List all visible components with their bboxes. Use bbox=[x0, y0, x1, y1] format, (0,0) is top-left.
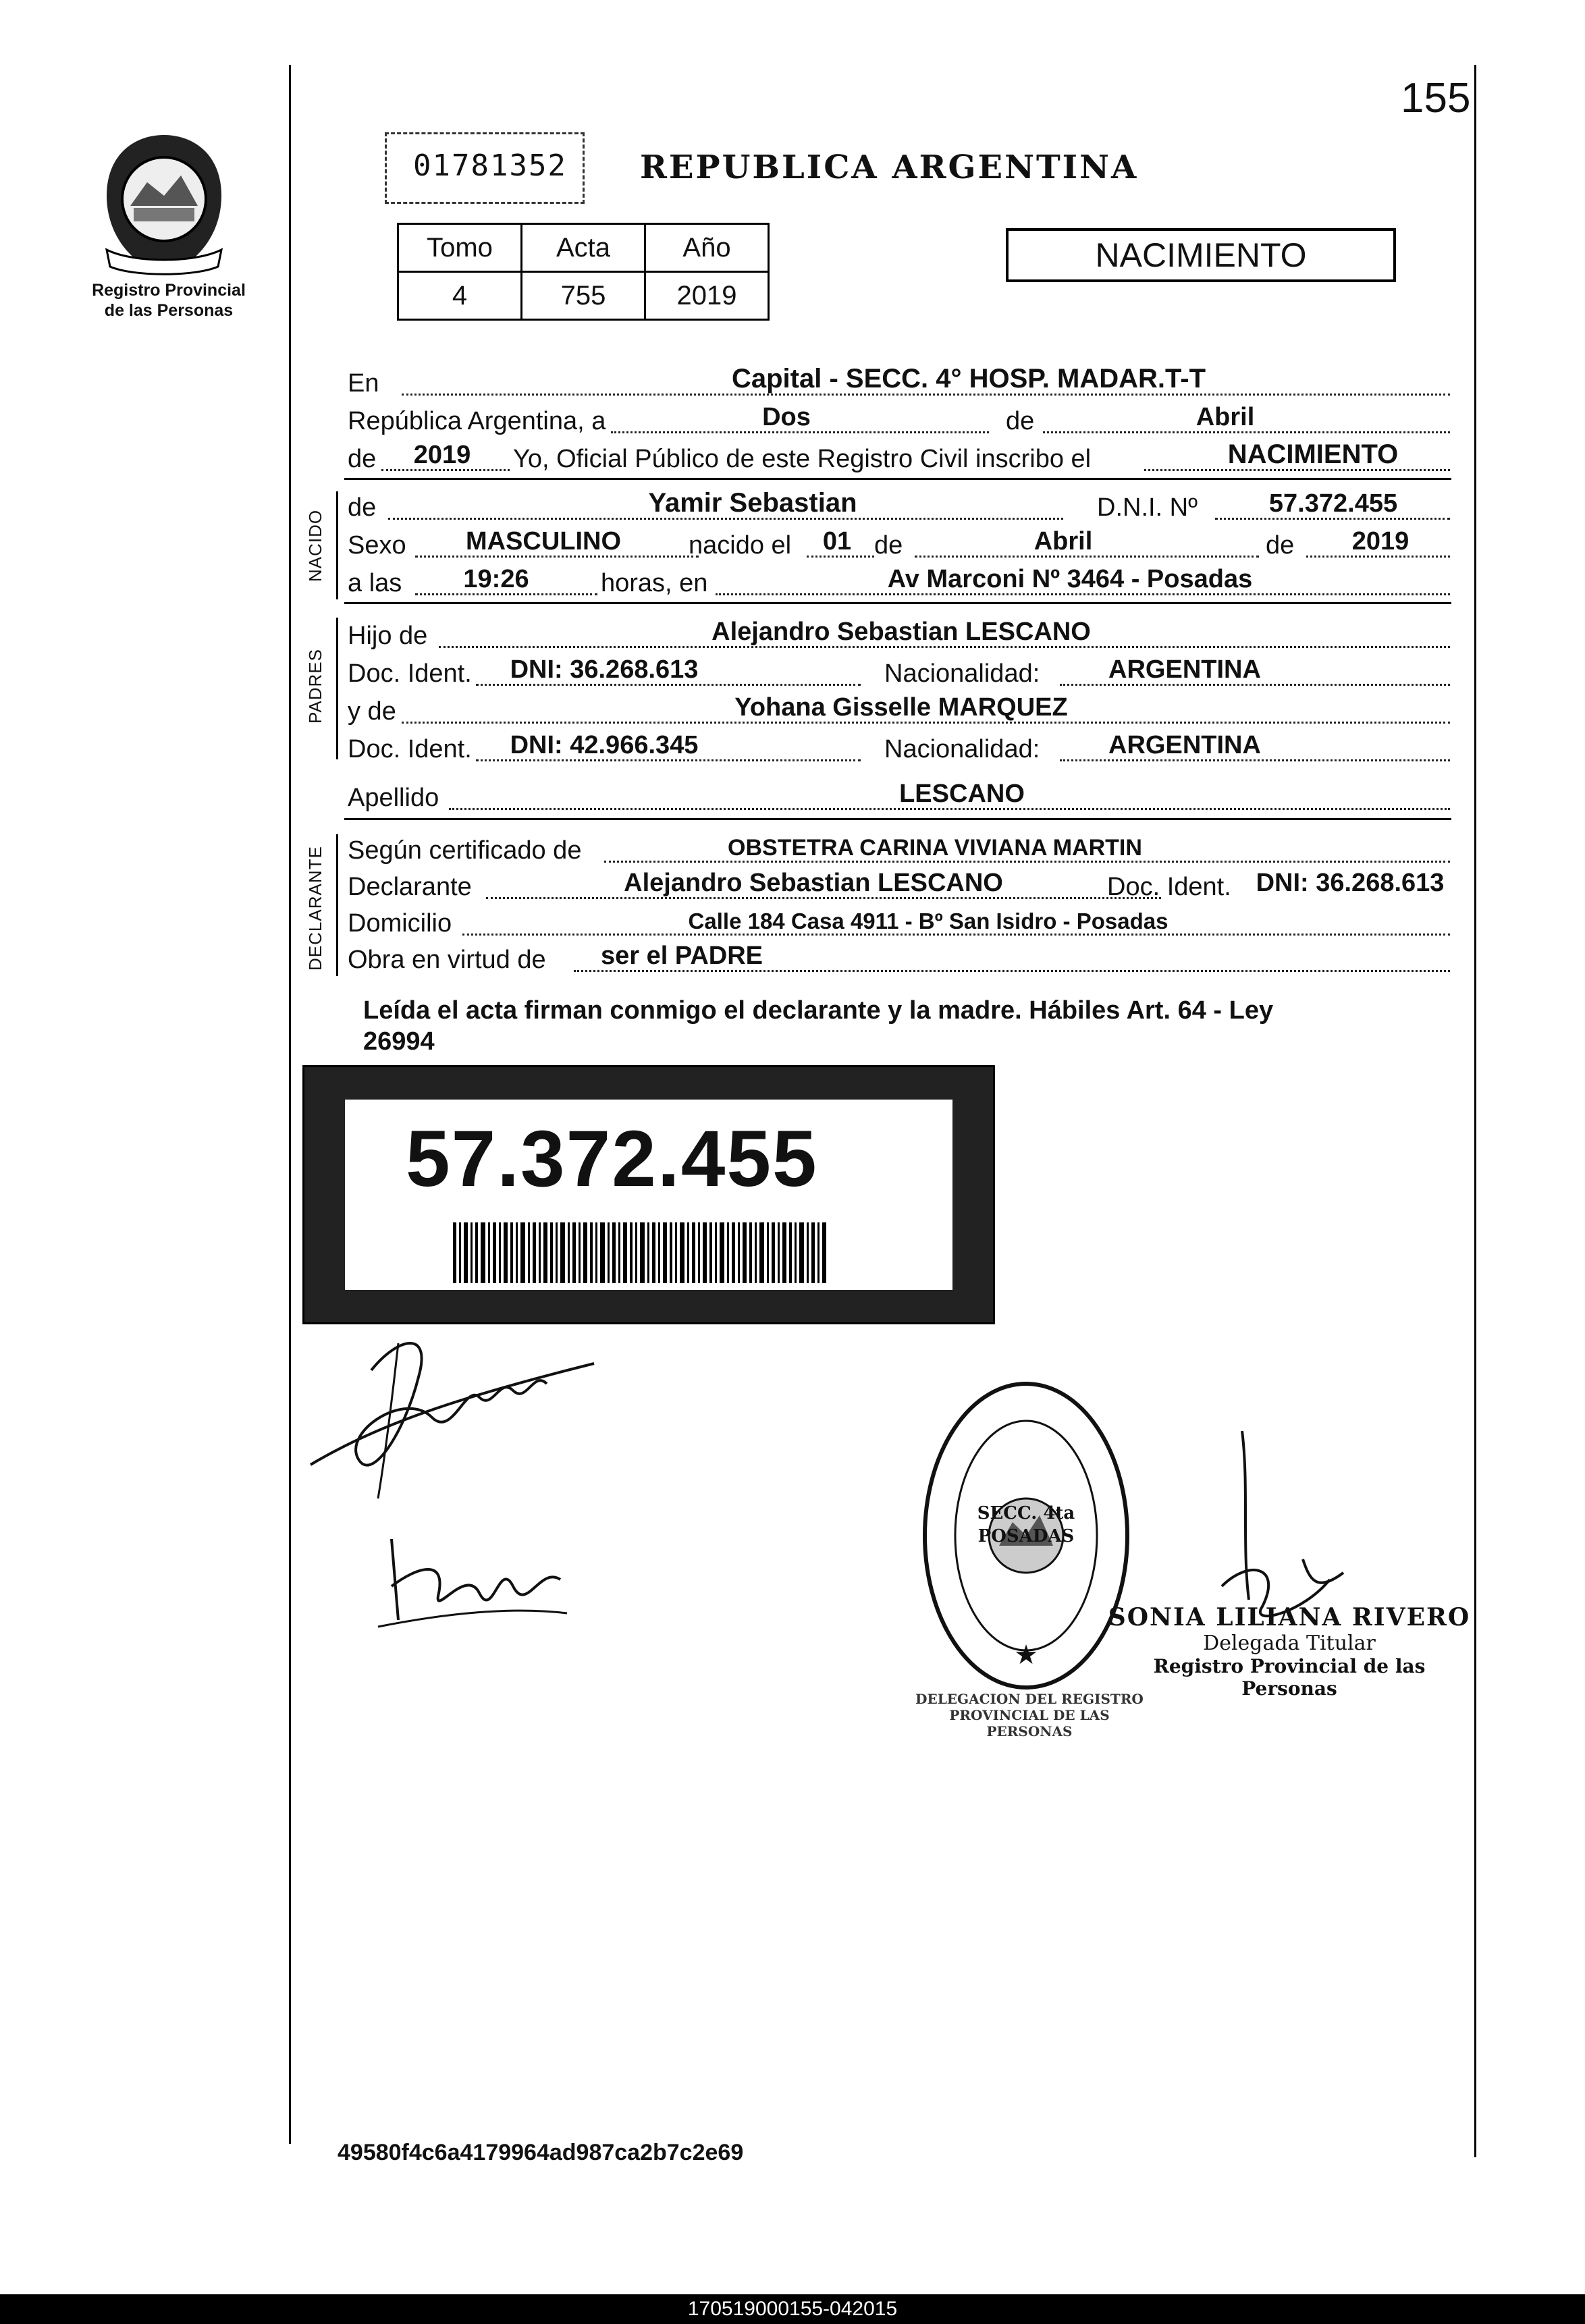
year-value-1: 2019 bbox=[413, 441, 471, 469]
separator-2 bbox=[344, 602, 1451, 604]
father-doc-value: DNI: 36.268.613 bbox=[510, 655, 699, 684]
declarante-doc-label: Doc. Ident. bbox=[1107, 873, 1231, 901]
year-value: 2019 bbox=[645, 272, 769, 320]
birth-year-of-label: de bbox=[1266, 531, 1295, 560]
hijo-de-label: Hijo de bbox=[348, 622, 428, 650]
row-republica bbox=[348, 401, 1450, 439]
separator-1 bbox=[344, 478, 1451, 480]
right-margin-line bbox=[1474, 65, 1476, 2157]
en-value: Capital - SECC. 4° HOSP. MADAR.T-T bbox=[731, 364, 1206, 394]
y-de-label: y de bbox=[348, 697, 396, 726]
page-number: 155 bbox=[1401, 75, 1471, 121]
row-oficial bbox=[348, 439, 1450, 477]
row-mother-doc bbox=[348, 729, 1450, 767]
child-name-value: Yamir Sebastian bbox=[648, 488, 857, 518]
en-label: En bbox=[348, 369, 379, 398]
segun-value: OBSTETRA CARINA VIVIANA MARTIN bbox=[728, 835, 1142, 861]
padres-bracket bbox=[336, 618, 338, 759]
row-declarante bbox=[348, 867, 1450, 904]
row-name bbox=[348, 487, 1450, 525]
mother-doc-label: Doc. Ident. bbox=[348, 735, 472, 763]
declarante-doc-value: DNI: 36.268.613 bbox=[1256, 869, 1445, 897]
father-name-value: Alejandro Sebastian LESCANO bbox=[711, 618, 1091, 646]
row-mother bbox=[348, 691, 1450, 729]
row-time-place bbox=[348, 563, 1450, 601]
mother-nat-value: ARGENTINA bbox=[1108, 731, 1261, 759]
domicilio-value: Calle 184 Casa 4911 - Bº San Isidro - Posadas bbox=[688, 909, 1168, 934]
mother-nat-label: Nacionalidad: bbox=[884, 735, 1040, 763]
serial-number: 01781352 bbox=[413, 148, 567, 183]
tomo-value: 4 bbox=[398, 272, 522, 320]
oficial-text: Yo, Oficial Público de este Registro Civil inscribo el bbox=[513, 445, 1092, 473]
acta-value: 755 bbox=[522, 272, 645, 320]
father-doc-label: Doc. Ident. bbox=[348, 659, 472, 688]
birth-month-value: Abril bbox=[1033, 527, 1093, 556]
oficial-value: NACIMIENTO bbox=[1227, 439, 1399, 469]
logo-caption-line-2: de las Personas bbox=[104, 301, 234, 320]
nacido-bracket bbox=[336, 491, 338, 599]
obra-value: ser el PADRE bbox=[600, 942, 763, 970]
birth-time-value: 19:26 bbox=[463, 565, 529, 593]
month-of-label: de bbox=[1006, 407, 1035, 435]
signatory-block bbox=[1107, 1603, 1472, 1700]
nacido-side-label: NACIDO bbox=[305, 509, 325, 582]
signatory-name: SONIA LILIANA RIVERO bbox=[1108, 1603, 1471, 1631]
father-nat-value: ARGENTINA bbox=[1108, 655, 1261, 684]
segun-label: Según certificado de bbox=[348, 836, 582, 865]
obra-label: Obra en virtud de bbox=[348, 946, 546, 974]
provincial-seal-logo bbox=[93, 128, 235, 280]
father-nat-label: Nacionalidad: bbox=[884, 659, 1040, 688]
year-of-label: de bbox=[348, 445, 377, 473]
republica-label: República Argentina, a bbox=[348, 407, 606, 435]
declarante-label: Declarante bbox=[348, 873, 472, 901]
logo-caption bbox=[68, 280, 270, 321]
year-header: Año bbox=[645, 224, 769, 272]
declarante-side-label: DECLARANTE bbox=[305, 846, 325, 971]
sexo-value: MASCULINO bbox=[465, 527, 622, 556]
footer-code-bar: 170519000155-042015 bbox=[0, 2294, 1585, 2324]
row-father-doc bbox=[348, 653, 1450, 691]
row-domicilio bbox=[348, 903, 1450, 941]
child-dni-value: 57.372.455 bbox=[1268, 489, 1398, 518]
row-obra bbox=[348, 940, 1450, 977]
birth-place-value: Av Marconi Nº 3464 - Posadas bbox=[887, 565, 1253, 593]
header-title: REPUBLICA ARGENTINA bbox=[640, 148, 1139, 186]
mother-name-value: Yohana Gisselle MARQUEZ bbox=[734, 693, 1068, 722]
sexo-label: Sexo bbox=[348, 531, 406, 560]
dni-sticker-inner bbox=[345, 1100, 952, 1290]
declarante-value: Alejandro Sebastian LESCANO bbox=[624, 869, 1003, 897]
dni-label: D.N.I. Nº bbox=[1097, 493, 1198, 522]
domicilio-label: Domicilio bbox=[348, 909, 452, 938]
signatory-role: Delegada Titular bbox=[1203, 1631, 1376, 1655]
signatory-office: Registro Provincial de las Personas bbox=[1153, 1655, 1426, 1700]
document-hash: 49580f4c6a4179964ad987ca2b7c2e69 bbox=[338, 2140, 744, 2165]
row-segun bbox=[348, 830, 1450, 868]
dni-sticker-number: 57.372.455 bbox=[406, 1114, 818, 1204]
tomo-header: Tomo bbox=[398, 224, 522, 272]
dni-barcode bbox=[453, 1222, 831, 1283]
nacido-el-label: nacido el bbox=[689, 531, 792, 560]
birth-month-of-label: de bbox=[874, 531, 903, 560]
a-las-label: a las bbox=[348, 569, 402, 597]
name-of-label: de bbox=[348, 493, 377, 522]
declarante-bracket bbox=[336, 834, 338, 976]
closing-note bbox=[363, 995, 1423, 1057]
separator-3 bbox=[344, 818, 1451, 820]
record-type-box: NACIMIENTO bbox=[1006, 228, 1396, 282]
closing-note-line-2: 26994 bbox=[363, 1027, 435, 1056]
stamp-inner-text: SECC. 4ta POSADAS bbox=[977, 1503, 1075, 1546]
birth-day-value: 01 bbox=[822, 527, 852, 556]
left-margin-line bbox=[289, 65, 291, 2144]
padres-side-label: PADRES bbox=[305, 649, 325, 724]
svg-text:★: ★ bbox=[1014, 1640, 1038, 1670]
birth-year-value: 2019 bbox=[1351, 527, 1409, 556]
day-word-value: Dos bbox=[762, 403, 811, 431]
month-value: Abril bbox=[1196, 403, 1255, 431]
logo-caption-line-1: Registro Provincial bbox=[92, 281, 246, 300]
closing-note-line-1: Leída el acta firman conmigo el declarante y la madre. Hábiles Art. 64 - Ley bbox=[363, 996, 1274, 1025]
row-apellido bbox=[348, 778, 1450, 815]
acta-header: Acta bbox=[522, 224, 645, 272]
apellido-value: LESCANO bbox=[899, 780, 1025, 808]
apellido-label: Apellido bbox=[348, 784, 439, 812]
horas-label: horas, en bbox=[601, 569, 708, 597]
mother-signature bbox=[365, 1512, 581, 1647]
mother-doc-value: DNI: 42.966.345 bbox=[510, 731, 699, 759]
row-sexo bbox=[348, 525, 1450, 563]
row-father bbox=[348, 616, 1450, 653]
tomo-acta-year-table bbox=[397, 223, 770, 321]
stamp-outer-text: DELEGACION DEL REGISTRO PROVINCIAL DE LAS PERSONAS bbox=[915, 1691, 1144, 1739]
dni-sticker bbox=[302, 1065, 995, 1324]
row-en bbox=[348, 363, 1450, 401]
